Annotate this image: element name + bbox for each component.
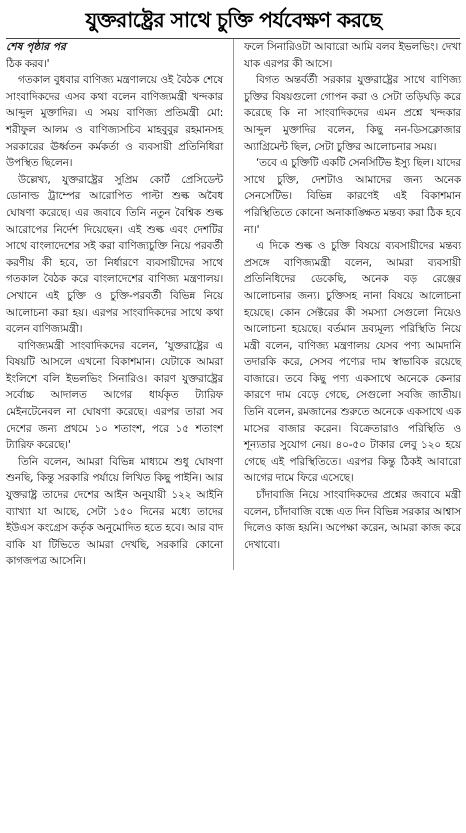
headline-rule: [6, 38, 460, 39]
left-column: [6, 39, 223, 570]
paragraph: ঠিক করব।': [6, 57, 50, 70]
right-column: [244, 39, 461, 570]
continued-from-label: শেষ পৃষ্ঠার পর: [6, 41, 66, 53]
paragraph: তিনি বলেন, আমরা বিভিন্ন মাধ্যমে শুধু ঘোষণা শুনছি, কিন্তু সরকারি পর্যায়ে লিখিত কিছু পাইনি। আর যুক্তরাষ্ট্র তাদের দেশের আইন অনুযায়ী ১২২ আইনি ব্যাখ্যা যা আছে, সেটা ১৫০ দিনের মধ্যে তাদের ইউএস কংগ্রেস কর্তৃক অনুমোদিত হতে হবে। আর বাদ বাকি যা টিভিতে আমরা দেখছি, সরকারি কোনো কাগজপত্র আসেনি।: [6, 455, 224, 568]
paragraph: বাণিজ্যমন্ত্রী সাংবাদিকদের বলেন, ‘যুক্তরাষ্ট্রের এ বিষয়টি আসলে এখনো বিকাশমান। যেটাকে আমরা ইংলিশে বলি ইভলভিং সিনারিও। কারণ যুক্তরাষ্ট্রের সর্বোচ্চ আদালত আগের ধার্যকৃত ট্যারিফ মেইনটেনেবল না ঘোষণা করেছে। এরপর তারা সব দেশের জন্য প্রথমে ১০ শতাংশ, পরে ১৫ শতাংশ ট্যারিফ করেছে।': [6, 339, 224, 452]
paragraph: চাঁদাবাজি নিয়ে সাংবাদিকদের প্রশ্নের জবাবে মন্ত্রী বলেন, চাঁদাবাজি বন্ধে এত দিন বিভিন্ন সরকার আশ্বাস দিলেও কাজ হয়নি। অপেক্ষা করেন, আমরা কাজ করে দেখাবো।: [244, 489, 462, 551]
paragraph: এ দিকে শুল্ক ও চুক্তি বিষয়ে ব্যবসায়ীদের মন্তব্য প্রসঙ্গে বাণিজ্যমন্ত্রী বলেন, আমরা ব্যবসায়ী প্রতিনিধিদের ডেকেছি, অনেক বড় রেঞ্জের আলোচনার জন্য। চুক্তিসহ নানা বিষয়ে আলোচনা হয়েছে। কোন সেক্টরের কী সমস্যা সেগুলো নিয়েও আলোচনা হয়েছে। বর্তমান দ্রব্যমূল্য পরিস্থিতি নিয়ে মন্ত্রী বলেন, বাণিজ্য মন্ত্রণালয় যেসব পণ্য আমদানি তদারকি করে, সেসব পণ্যের দাম স্বাভাবিক রয়েছে বাজারে। তবে কিছু পণ্য একসাথে অনেকে কেনার কারণে দাম বেড়ে গেছে, সেগুলো সবজি জাতীয়। তিনি বলেন, রমজানের শুরুতে অনেকে একসাথে এক মাসের বাজার করেন। বিক্রেতারাও পরিস্থিতি ও শূন্যতার সুযোগ নেয়। ৪০-৫০ টাকার লেবু ১২০ হয়ে গেছে এই পরিস্থিতিতে। এরপর কিন্তু ঠিকই আবারো আগের দামে ফিরে এসেছে।: [244, 240, 462, 485]
article-body: [6, 39, 461, 570]
paragraph: উল্লেখ্য, যুক্তরাষ্ট্রের সুপ্রিম কোর্ট প্রেসিডেন্ট ডোনাল্ড ট্রাম্পের আরোপিত পাল্টা শুল্ক অবৈধ ঘোষণা করেছে। এর জবাবে তিনি নতুন বৈশ্বিক শুল্ক আরোপের নির্দেশ দিয়েছেন। এই শুল্ক এবং দেশটির সাথে বাংলাদেশের সই করা বাণিজ্যচুক্তি নিয়ে পরবর্তী করণীয় কী হবে, তা নির্ধারণে ব্যবসায়ীদের সাথে গতকাল বৈঠক করে বাংলাদেশের বাণিজ্য মন্ত্রণালয়। সেখানে এই চুক্তি ও চুক্তি-পরবর্তী বিভিন্ন নিয়ে আলোচনা করা হয়। এরপর সাংবাদিকদের সাথে কথা বলেন বাণিজ্যমন্ত্রী।: [6, 173, 224, 336]
paragraph: ফলে সিনারিওটা আবারো আমি বলব ইভলভিং। দেখা যাক এরপর কী আসে।: [244, 41, 462, 70]
paragraph: গতকাল বুধবার বাণিজ্য মন্ত্রণালয়ে ওই বৈঠক শেষে সাংবাদিকদের এসব কথা বলেন বাণিজ্যমন্ত্রী খন্দকার আব্দুল মুক্তাদির। এ সময় বাণিজ্য প্রতিমন্ত্রী মো: শরীফুল আলম ও বাণিজ্যসচিব মাহবুবুর রহমানসহ সরকারের ঊর্ধ্বতন কর্মকর্তা ও ব্যবসায়ী প্রতিনিধিরা উপস্থিত ছিলেন।: [6, 74, 224, 170]
paragraph: বিগত অন্তর্বর্তী সরকার যুক্তরাষ্ট্রের সাথে বাণিজ্য চুক্তির বিষয়গুলো গোপন করা ও সেটা তড়িঘড়ি করে করেছে কি না সাংবাদিকদের এমন প্রশ্নে খন্দকার আব্দুল মুক্তাদির বলেন, কিছু নন-ডিসক্লোজার অ্যাগ্রিমেন্ট ছিল, সেটা চুক্তির আলোচনার সময়।: [244, 74, 462, 153]
article-headline: যুক্তরাষ্ট্রের সাথে চুক্তি পর্যবেক্ষণ করছে: [85, 8, 382, 32]
paragraph: ‘তবে এ চুক্তিটি একটি সেনসিটিভ ইস্যু ছিল। যাদের সাথে চুক্তি, দেশটাও আমাদের জন্য অনেক সেনসেটিভ। বিভিন্ন কারণেই এই বিকাশমান পরিস্থিতিতে কোনো অনাকাঙ্ক্ষিত মন্তব্য করা ঠিক হবে না।': [244, 157, 462, 236]
column-divider: [233, 39, 234, 570]
